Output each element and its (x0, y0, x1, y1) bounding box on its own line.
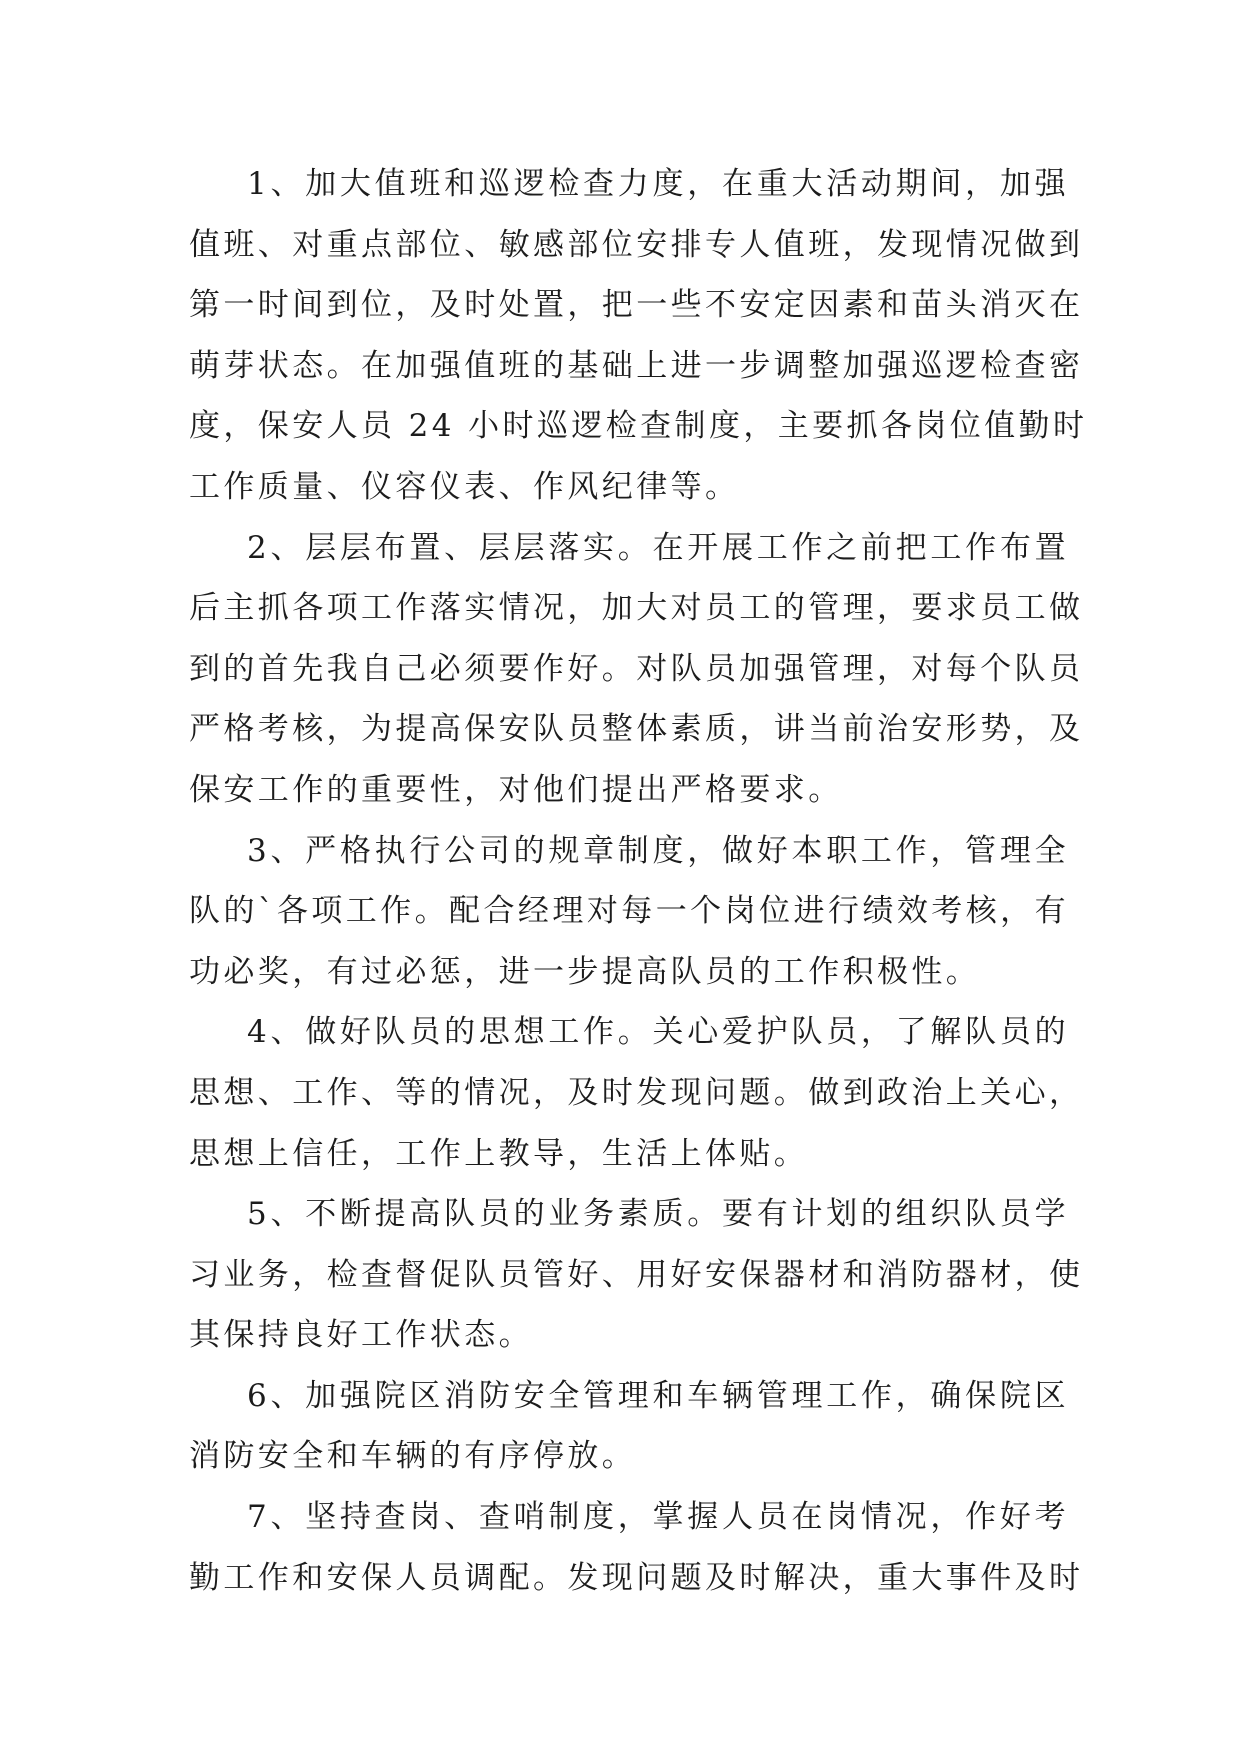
paragraph-line: 第一时间到位，及时处置，把一些不安定因素和苗头消灭在 (189, 287, 1084, 324)
paragraph-1 (189, 154, 1088, 518)
paragraph-line: 工作质量、仪容仪表、作风纪律等。 (189, 468, 740, 505)
paragraph-line: 4、做好队员的思想工作。关心爱护队员，了解队员的 (247, 1014, 1069, 1051)
paragraph-line: 1、加大值班和巡逻检查力度，在重大活动期间，加强 (247, 166, 1069, 202)
paragraph-2 (189, 518, 1084, 821)
paragraph-line: 保安工作的重要性，对他们提出严格要求。 (189, 771, 843, 808)
paragraph-line: 3、严格执行公司的规章制度，做好本职工作，管理全 (247, 832, 1069, 869)
paragraph-7 (189, 1487, 1084, 1608)
paragraph-line: 值班、对重点部位、敏感部位安排专人值班，发现情况做到 (189, 226, 1084, 263)
paragraph-line: 到的首先我自己必须要作好。对队员加强管理，对每个队员 (189, 650, 1084, 687)
paragraph-line: 6、加强院区消防安全管理和车辆管理工作，确保院区 (247, 1377, 1069, 1414)
paragraph-line: 思想上信任，工作上教导，生活上体贴。 (189, 1135, 809, 1172)
paragraph-line: 功必奖，有过必惩，进一步提高队员的工作积极性。 (189, 953, 981, 990)
paragraph-line: 习业务，检查督促队员管好、用好安保器材和消防器材，使 (189, 1256, 1084, 1293)
paragraph-line: 思想、工作、等的情况，及时发现问题。做到政治上关心， (189, 1074, 1084, 1111)
paragraph-4 (189, 1002, 1084, 1184)
paragraph-line: 5、不断提高队员的业务素质。要有计划的组织队员学 (247, 1196, 1069, 1233)
document-body (189, 154, 1088, 1608)
paragraph-line: 2、层层布置、层层落实。在开展工作之前把工作布置 (247, 529, 1069, 566)
paragraph-line: 7、坚持查岗、查哨制度，掌握人员在岗情况，作好考 (247, 1499, 1069, 1536)
paragraph-line: 消防安全和车辆的有序停放。 (189, 1438, 637, 1475)
paragraph-line: 后主抓各项工作落实情况，加大对员工的管理，要求员工做 (189, 590, 1084, 627)
paragraph-line: 严格考核，为提高保安队员整体素质，讲当前治安形势，及 (189, 711, 1084, 748)
paragraph-line: 其保持良好工作状态。 (189, 1317, 533, 1354)
paragraph-5 (189, 1184, 1084, 1366)
paragraph-line: 队的`各项工作。配合经理对每一个岗位进行绩效考核，有 (189, 893, 1069, 930)
paragraph-line: 勤工作和安保人员调配。发现问题及时解决，重大事件及时 (189, 1559, 1084, 1596)
paragraph-line: 萌芽状态。在加强值班的基础上进一步调整加强巡逻检查密 (189, 347, 1084, 384)
paragraph-6 (189, 1366, 1069, 1487)
paragraph-3 (189, 821, 1069, 1003)
paragraph-line: 度，保安人员 24 小时巡逻检查制度，主要抓各岗位值勤时 (189, 408, 1088, 445)
